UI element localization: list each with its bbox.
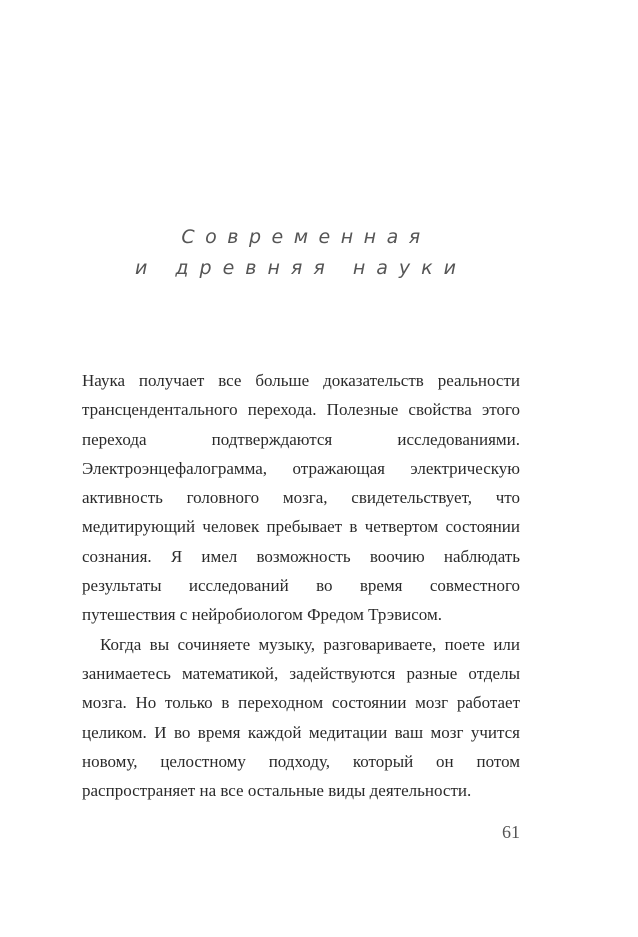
paragraph-1: Наука получает все больше доказательств реальности трансцендентального перехода. Полезные свойства этого перехода подтверждаются исследованиями. Электроэнцефалограмма, отражающая электрическую активность головного мозга, свидетельствует, что медитирующий человек пребывает в четвертом состоянии сознания. Я имел возможность воочию наблюдать результаты исследований во время совместного путешествия с нейробиологом Фредом Трэвисом. [82,371,520,625]
body-text [82,366,520,805]
chapter-heading [82,222,520,284]
chapter-heading-line-1: Современная [181,226,431,248]
page-number: 61 [502,822,520,842]
paragraph-2: Когда вы сочиняете музыку, разговариваете, поете или занимаетесь математикой, задействуются разные отделы мозга. Но только в переходном состоянии мозг работает целиком. И во время каждой медитации ваш мозг учится новому, целостному подходу, который он потом распространяет на все остальные виды деятельности. [82,634,520,801]
chapter-heading-line-2: и древняя науки [135,257,467,279]
